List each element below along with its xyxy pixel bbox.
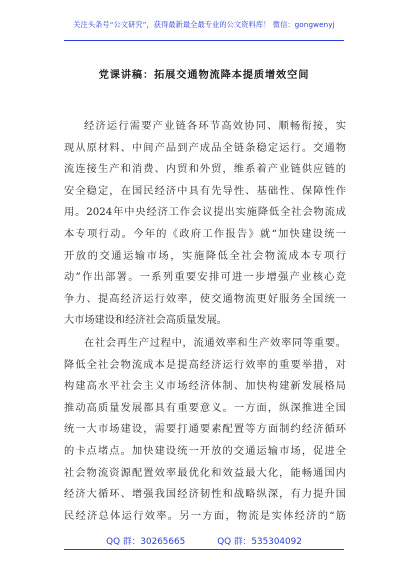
text-line: 推动高质量发展都具有重要意义。一方面，纵深推进全国 — [64, 402, 346, 414]
text-line: 争力、提高经济运行效率，使交通物流更好服务全国统一 — [64, 293, 346, 305]
text-line: 构建高水平社会主义市场经济体制、加快构建新发展格局 — [64, 381, 346, 393]
header-divider — [64, 40, 344, 41]
text-line: 降低全社会物流成本是提高经济运行效率的重要举措，对 — [64, 359, 346, 371]
text-line: 本专项行动。今年的《政府工作报告》就“加快建设统一 — [64, 228, 346, 240]
footer-contact — [0, 534, 408, 547]
paragraph-1 — [64, 116, 346, 332]
text-line: 现从原材料、中间产品到产成品全链条稳定运行。交通物 — [64, 142, 346, 154]
text-line: 安全稳定，在国民经济中具有先导性、基础性、保障性作 — [64, 185, 346, 197]
footer-qq-group-1: QQ 群：30265665 — [106, 537, 186, 547]
footer-qq-group-2: QQ 群：535304092 — [217, 537, 302, 547]
text-line: 统一大市场建设，需要打通要素配置等方面制约经济循环 — [64, 424, 346, 436]
text-line: 社会物流资源配置效率最优化和效益最大化，能畅通国内 — [64, 467, 346, 479]
document-title: 党课讲稿：拓展交通物流降本提质增效空间 — [98, 69, 310, 81]
text-line: 用。2024年中央经济工作会议提出实施降低全社会物流成 — [64, 207, 346, 219]
text-line: 民经济总体运行效率。另一方面，物流是实体经济的“筋 — [64, 510, 346, 522]
text-line: 经济运行需要产业链各环节高效协同、顺畅衔接，实 — [84, 121, 346, 132]
text-line: 经济大循环、增强我国经济韧性和战略纵深，有力提升国 — [64, 489, 346, 501]
text-line: 流连接生产和消费、内贸和外贸，维系着产业链供应链的 — [64, 164, 346, 176]
text-line: 在社会再生产过程中，流通效率和生产效率同等重要。 — [84, 338, 346, 349]
header-promo-note: 关注头条号“公文研究”，获得最新最全最专业的公文资料库！ 微信：gongwenyj — [73, 20, 335, 29]
text-line: 动”作出部署。一系列重要安排可进一步增强产业核心竞 — [64, 272, 346, 284]
footer-divider — [64, 549, 344, 550]
paragraph-2 — [64, 333, 346, 527]
text-line: 开放的交通运输市场，实施降低全社会物流成本专项行 — [64, 250, 346, 262]
text-line: 的卡点堵点。加快建设统一开放的交通运输市场，促进全 — [64, 445, 346, 457]
text-line: 大市场建设和经济社会高质量发展。 — [64, 315, 227, 327]
